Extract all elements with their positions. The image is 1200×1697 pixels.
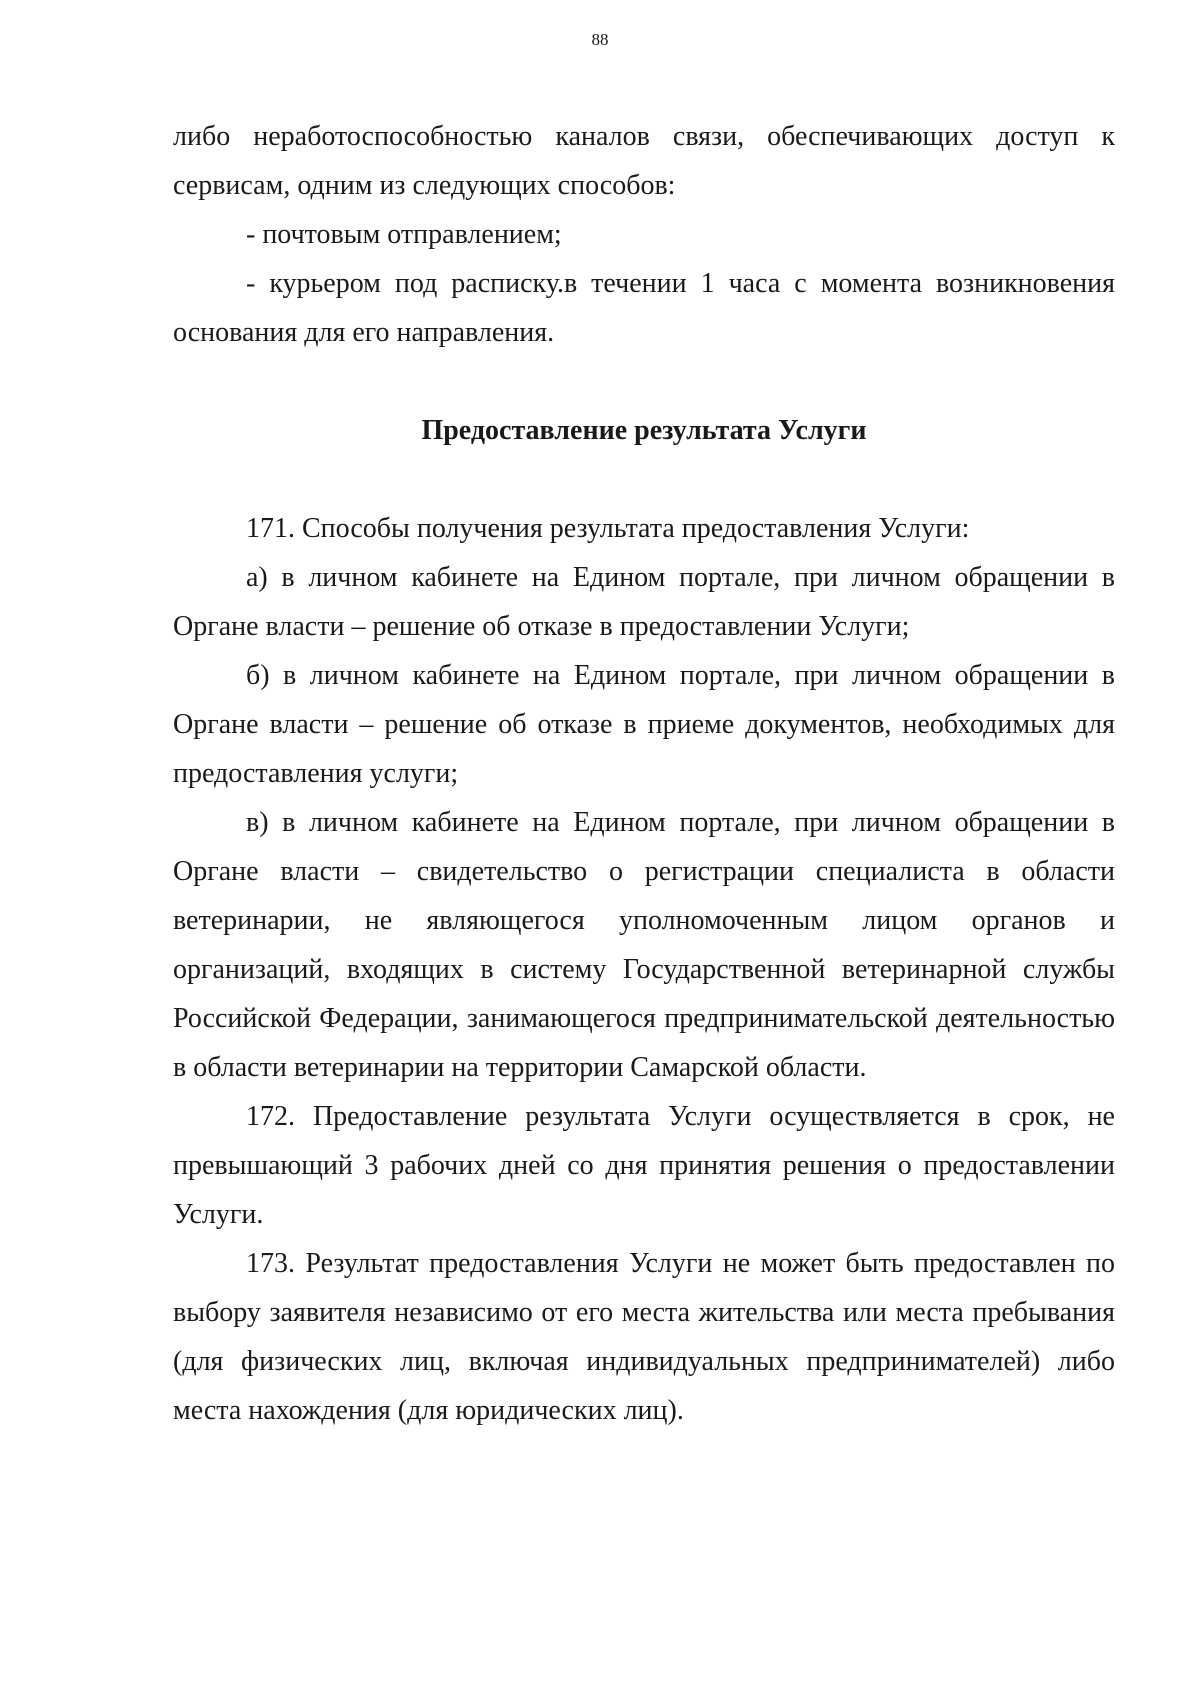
paragraph-171-v: в) в личном кабинете на Едином портале, при личном обращении в Органе власти – свидетельство о регистрации специалиста в области ветеринарии, не являющегося уполномоченным лицом органов и организаций, входящих в систему Государственной ветеринарной службы Российской Федерации, занимающегося предпринимательской деятельностью в области ветеринарии на территории Самарской области. — [173, 807, 1115, 1083]
document-body — [173, 112, 1115, 1435]
paragraph-171-a: а) в личном кабинете на Едином портале, при личном обращении в Органе власти – решение об отказе в предоставлении Услуги; — [173, 562, 1115, 642]
paragraph-172: 172. Предоставление результата Услуги осуществляется в срок, не превышающий 3 рабочих дней со дня принятия решения о предоставлении Услуги. — [173, 1101, 1115, 1230]
list-item-postal: - почтовым отправлением; — [246, 219, 562, 250]
list-item-courier: - курьером под расписку.в течении 1 часа с момента возникновения основания для его направления. — [173, 268, 1115, 348]
paragraph-171-b: б) в личном кабинете на Едином портале, при личном обращении в Органе власти – решение об отказе в приеме документов, необходимых для предоставления услуги; — [173, 660, 1115, 789]
paragraph-continuation: либо неработоспособностью каналов связи, обеспечивающих доступ к сервисам, одним из следующих способов: — [173, 121, 1115, 201]
paragraph-173: 173. Результат предоставления Услуги не может быть предоставлен по выбору заявителя независимо от его места жительства или места пребывания (для физических лиц, включая индивидуальных предпринимателей) либо места нахождения (для юридических лиц). — [173, 1248, 1115, 1426]
page-number: 88 — [591, 30, 609, 49]
section-heading: Предоставление результата Услуги — [421, 415, 867, 446]
paragraph-171: 171. Способы получения результата предоставления Услуги: — [246, 513, 970, 544]
